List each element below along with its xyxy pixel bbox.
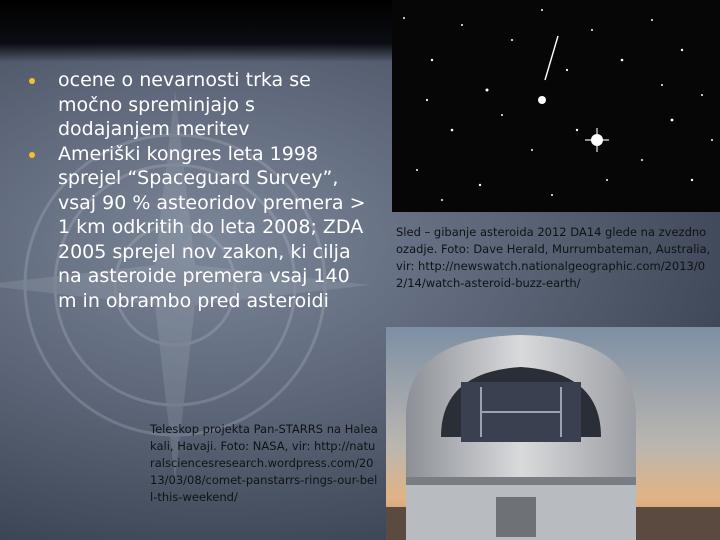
bullet-item [20,68,370,142]
asteroid-trail-photo [392,0,720,212]
bullet-list [20,68,370,313]
asteroid-photo-caption: Sled – gibanje asteroida 2012 DA14 glede na zvezdno ozadje. Foto: Dave Herald, Murrumbateman, Australia, vir: http://newswatch.nationalgeographic.com/2013/02/14/watch-asteroid-buzz-earth/ [396,225,711,290]
bullet-text: Ameriški kongres leta 1998 sprejel “Spaceguard Survey”, vsaj 90 % asteoridov premera > 1 km odkritih do leta 2008; ZDA 2005 sprejel nov zakon, ki cilja na asteroide premera vsaj 140 m in obrambo pred asteroidi [58,142,366,312]
bullet-dot-icon [29,152,35,158]
telescope-photo-caption: Teleskop projekta Pan-STARRS na Haleakali, Havaji. Foto: NASA, vir: http://naturalsciencesresearch.wordpress.com/2013/03/08/comet-panstarrs-rings-our-bell-this-weekend/ [150,422,378,504]
bullet-text: ocene o nevarnosti trka se močno spreminjajo s dodajanjem meritev [58,69,311,140]
bullet-dot-icon [29,78,35,84]
pan-starrs-telescope-photo [386,327,720,540]
bullet-item [20,142,370,314]
top-dark-band [0,0,392,62]
